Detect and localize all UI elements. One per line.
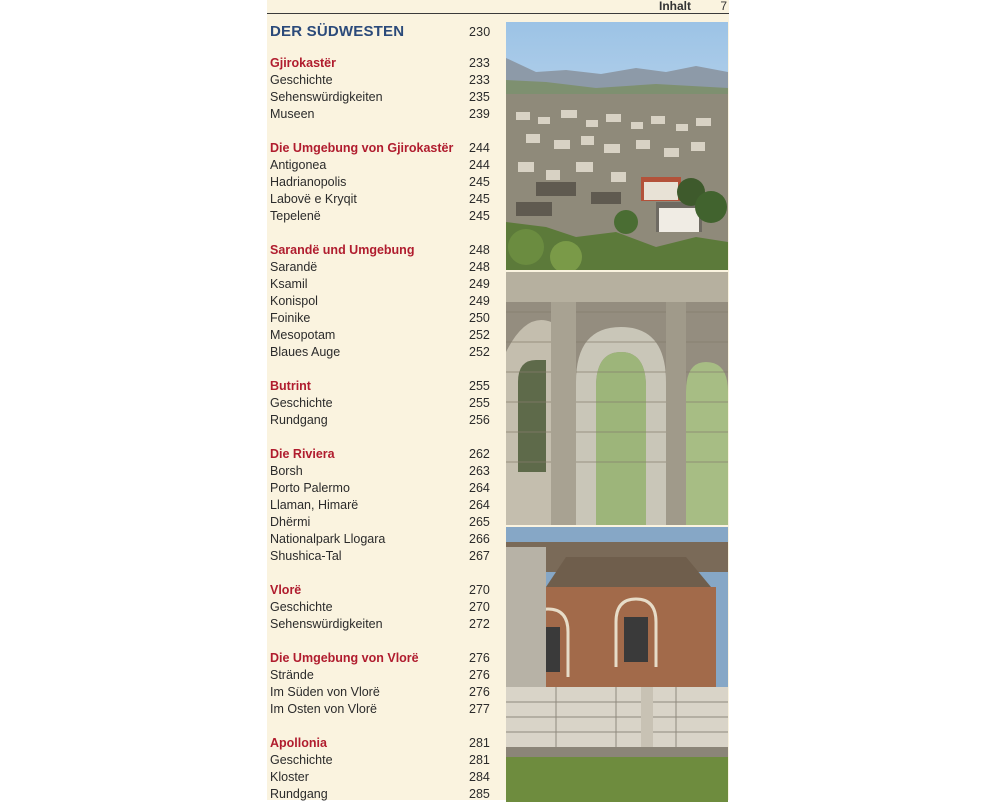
section-page: 233: [469, 56, 490, 70]
toc-entry[interactable]: [270, 667, 490, 684]
section-gap: [270, 123, 490, 140]
entry-label: Konispol: [270, 294, 318, 308]
entry-label: Im Osten von Vlorë: [270, 702, 377, 716]
entry-page: 250: [469, 311, 490, 325]
section-title: Die Riviera: [270, 447, 335, 461]
toc-entry[interactable]: [270, 293, 490, 310]
toc-entry[interactable]: [270, 769, 490, 786]
toc-entry[interactable]: [270, 259, 490, 276]
toc-entry[interactable]: [270, 616, 490, 633]
toc-entry[interactable]: [270, 786, 490, 803]
entry-label: Geschichte: [270, 600, 333, 614]
photo-column: [506, 22, 728, 802]
toc-entry[interactable]: [270, 157, 490, 174]
chapter-title-row: [270, 22, 490, 42]
section-gap: [270, 225, 490, 242]
entry-label: Porto Palermo: [270, 481, 350, 495]
entry-label: Ksamil: [270, 277, 308, 291]
toc-entry[interactable]: [270, 463, 490, 480]
entry-page: 249: [469, 294, 490, 308]
section-gap: [270, 361, 490, 378]
entry-label: Sehenswürdigkeiten: [270, 90, 383, 104]
entry-label: Im Süden von Vlorë: [270, 685, 380, 699]
section-title: Sarandë und Umgebung: [270, 243, 415, 257]
section-page: 244: [469, 141, 490, 155]
entry-page: 252: [469, 328, 490, 342]
section-page: 248: [469, 243, 490, 257]
photo-byzantine-church: [506, 527, 728, 802]
section-page: 281: [469, 736, 490, 750]
entry-label: Foinike: [270, 311, 311, 325]
entry-page: 245: [469, 192, 490, 206]
toc-sections: [270, 55, 490, 803]
toc-entry[interactable]: [270, 548, 490, 565]
entry-label: Geschichte: [270, 753, 333, 767]
entry-page: 263: [469, 464, 490, 478]
entry-label: Shushica-Tal: [270, 549, 342, 563]
toc-section-heading[interactable]: [270, 242, 490, 259]
entry-label: Geschichte: [270, 396, 333, 410]
entry-page: 272: [469, 617, 490, 631]
entry-page: 276: [469, 668, 490, 682]
table-of-contents: [270, 22, 490, 803]
entry-label: Rundgang: [270, 413, 328, 427]
toc-entry[interactable]: [270, 752, 490, 769]
toc-entry[interactable]: [270, 412, 490, 429]
entry-page: 235: [469, 90, 490, 104]
entry-page: 244: [469, 158, 490, 172]
section-gap: [270, 429, 490, 446]
entry-page: 245: [469, 209, 490, 223]
entry-page: 284: [469, 770, 490, 784]
entry-label: Museen: [270, 107, 315, 121]
toc-entry[interactable]: [270, 599, 490, 616]
toc-entry[interactable]: [270, 89, 490, 106]
entry-label: Kloster: [270, 770, 309, 784]
entry-label: Borsh: [270, 464, 303, 478]
toc-entry[interactable]: [270, 684, 490, 701]
toc-entry[interactable]: [270, 208, 490, 225]
section-title: Vlorë: [270, 583, 302, 597]
entry-label: Rundgang: [270, 787, 328, 801]
toc-entry[interactable]: [270, 497, 490, 514]
toc-entry[interactable]: [270, 191, 490, 208]
entry-page: 270: [469, 600, 490, 614]
entry-label: Strände: [270, 668, 314, 682]
section-title: Apollonia: [270, 736, 327, 750]
toc-entry[interactable]: [270, 514, 490, 531]
entry-page: 239: [469, 107, 490, 121]
toc-entry[interactable]: [270, 276, 490, 293]
toc-section-heading[interactable]: [270, 140, 490, 157]
entry-page: 276: [469, 685, 490, 699]
toc-entry[interactable]: [270, 344, 490, 361]
entry-page: 252: [469, 345, 490, 359]
entry-page: 248: [469, 260, 490, 274]
section-title: Butrint: [270, 379, 311, 393]
photo-town-panorama: [506, 22, 728, 270]
entry-page: 265: [469, 515, 490, 529]
section-page: 270: [469, 583, 490, 597]
entry-page: 255: [469, 396, 490, 410]
entry-page: 249: [469, 277, 490, 291]
chapter-title: DER SÜDWESTEN: [270, 23, 405, 40]
toc-section-heading[interactable]: [270, 55, 490, 72]
entry-label: Antigonea: [270, 158, 327, 172]
entry-label: Mesopotam: [270, 328, 336, 342]
toc-entry[interactable]: [270, 327, 490, 344]
toc-entry[interactable]: [270, 106, 490, 123]
section-title: Gjirokastër: [270, 56, 337, 70]
entry-page: 267: [469, 549, 490, 563]
toc-entry[interactable]: [270, 395, 490, 412]
section-title: Die Umgebung von Gjirokastër: [270, 141, 454, 155]
entry-page: 285: [469, 787, 490, 801]
entry-label: Nationalpark Llogara: [270, 532, 386, 546]
book-page: [267, 0, 729, 800]
toc-entry[interactable]: [270, 531, 490, 548]
entry-page: 256: [469, 413, 490, 427]
section-page: 276: [469, 651, 490, 665]
section-page: 262: [469, 447, 490, 461]
entry-page: 245: [469, 175, 490, 189]
entry-page: 266: [469, 532, 490, 546]
entry-label: Hadrianopolis: [270, 175, 347, 189]
entry-label: Labovë e Kryqit: [270, 192, 357, 206]
entry-label: Sarandë: [270, 260, 318, 274]
toc-section-heading[interactable]: [270, 650, 490, 667]
entry-label: Geschichte: [270, 73, 333, 87]
entry-page: 277: [469, 702, 490, 716]
chapter-page: 230: [469, 25, 491, 39]
photo-ruined-arches: [506, 272, 728, 525]
entry-label: Dhërmi: [270, 515, 311, 529]
toc-entry[interactable]: [270, 174, 490, 191]
toc-entry[interactable]: [270, 480, 490, 497]
toc-entry[interactable]: [270, 72, 490, 89]
toc-entry[interactable]: [270, 310, 490, 327]
toc-entry[interactable]: [270, 701, 490, 718]
entry-label: Tepelenë: [270, 209, 321, 223]
page-number: 7: [720, 0, 727, 13]
running-head-label: Inhalt: [659, 0, 691, 13]
entry-label: Sehenswürdigkeiten: [270, 617, 383, 631]
entry-label: Blaues Auge: [270, 345, 341, 359]
entry-page: 233: [469, 73, 490, 87]
entry-page: 264: [469, 481, 490, 495]
section-title: Die Umgebung von Vlorë: [270, 651, 419, 665]
toc-section-heading[interactable]: [270, 378, 490, 395]
toc-section-heading[interactable]: [270, 446, 490, 463]
toc-section-heading[interactable]: [270, 582, 490, 599]
entry-label: Llaman, Himarë: [270, 498, 359, 512]
section-gap: [270, 633, 490, 650]
running-head: [267, 0, 729, 14]
section-page: 255: [469, 379, 490, 393]
section-gap: [270, 565, 490, 582]
toc-section-heading[interactable]: [270, 735, 490, 752]
entry-page: 281: [469, 753, 490, 767]
section-gap: [270, 718, 490, 735]
entry-page: 264: [469, 498, 490, 512]
